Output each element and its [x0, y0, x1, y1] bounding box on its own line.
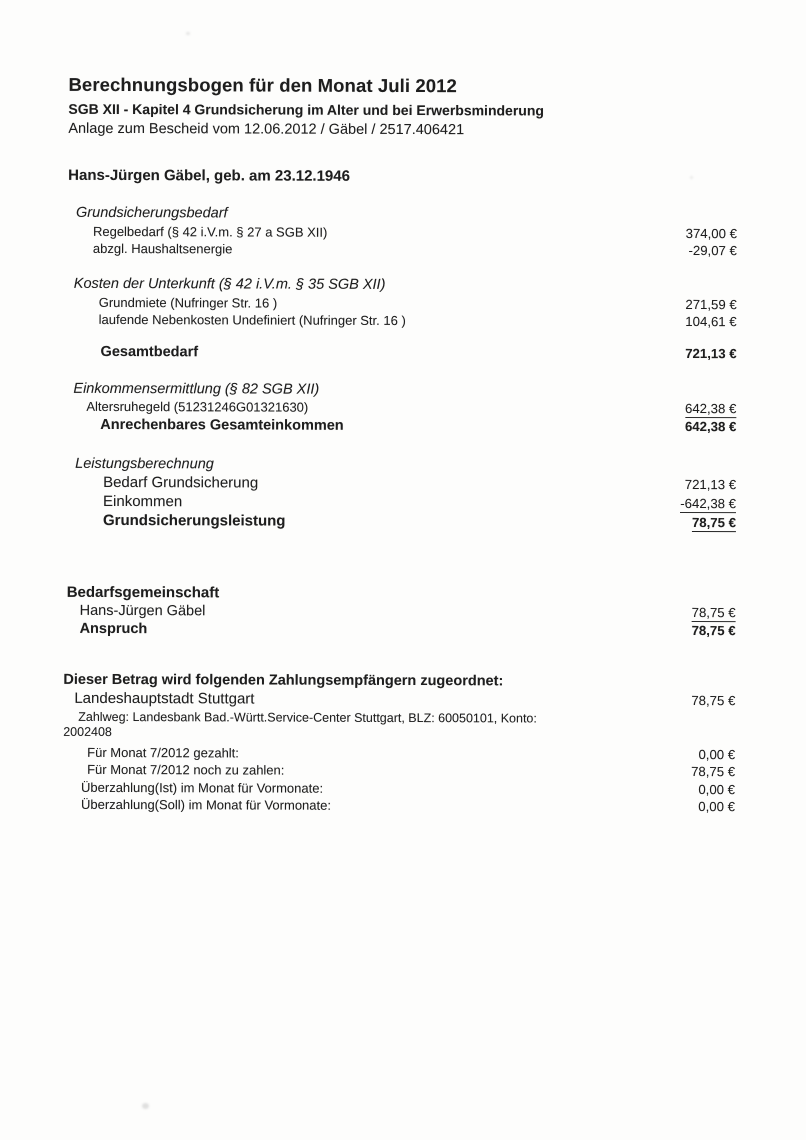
row-altersruhegeld-value: 642,38 € — [684, 400, 737, 417]
row-anspruch — [0, 620, 736, 641]
zahlweg-text-line1: Zahlweg: Landesbank Bad.-Württ.Service-Center Stuttgart, BLZ: 60050101, Konto: — [78, 709, 537, 726]
section-heading-label: Grundsicherungsbedarf — [76, 204, 228, 222]
section-heading-label: Einkommensermittlung (§ 82 SGB XII) — [73, 380, 320, 398]
row-payee — [0, 689, 735, 712]
row-einkommen — [0, 492, 736, 514]
row-bedarf-grundsicherung-value: 721,13 € — [684, 476, 737, 493]
section-heading-label: Dieser Betrag wird folgenden Zahlungsempfängern zugeordnet: — [63, 671, 504, 690]
row-nebenkosten-label: laufende Nebenkosten Undefiniert (Nufringer Str. 16 ) — [98, 311, 406, 329]
row-bedarf-grundsicherung-label: Bedarf Grundsicherung — [103, 473, 259, 492]
calculation-body — [0, 204, 806, 816]
scan-speckle — [690, 176, 693, 179]
row-zahlweg-line2 — [0, 725, 735, 743]
section-heading-bedarfsgemeinschaft — [0, 583, 736, 605]
row-ueberzahlung-soll-value: 0,00 € — [698, 799, 736, 815]
row-anrechenbares-gesamteinkommen — [0, 416, 736, 437]
row-haushaltsenergie-label: abzgl. Haushaltsenergie — [92, 240, 233, 257]
section-heading-kosten-der-unterkunft — [1, 275, 737, 296]
document-title: Berechnungsbogen für den Monat Juli 2012 — [68, 73, 457, 97]
row-monat-noch-zu-zahlen-value: 78,75 € — [691, 764, 736, 780]
row-gesamtbedarf — [1, 343, 737, 364]
row-ueberzahlung-soll — [0, 796, 735, 816]
row-monat-noch-zu-zahlen — [0, 761, 735, 781]
row-einkommen-value: -642,38 € — [680, 495, 737, 512]
document-subtitle: SGB XII - Kapitel 4 Grundsicherung im Alter und bei Erwerbsminderung — [68, 100, 544, 119]
row-gesamtbedarf-label: Gesamtbedarf — [100, 343, 199, 361]
row-grundsicherungsleistung — [0, 511, 736, 533]
row-grundsicherungsleistung-label: Grundsicherungsleistung — [102, 511, 286, 530]
row-anrechenbares-value: 642,38 € — [684, 418, 737, 435]
row-regelbedarf-label: Regelbedarf (§ 42 i.V.m. § 27 a SGB XII) — [92, 223, 328, 240]
section-heading-label: Leistungsberechnung — [75, 455, 214, 473]
row-altersruhegeld-label: Altersruhegeld (51231246G01321630) — [86, 398, 309, 415]
section-heading-label: Bedarfsgemeinschaft — [66, 583, 220, 602]
row-bg-member-value: 78,75 € — [691, 605, 736, 621]
row-ueberzahlung-ist-value: 0,00 € — [698, 782, 736, 798]
row-anrechenbares-label: Anrechenbares Gesamteinkommen — [100, 416, 344, 434]
row-monat-gezahlt-label: Für Monat 7/2012 gezahlt: — [87, 744, 239, 761]
annex-reference-line: Anlage zum Bescheid vom 12.06.2012 / Gäbel / 2517.406421 — [68, 120, 465, 139]
document-header — [68, 0, 806, 140]
row-regelbedarf-value: 374,00 € — [685, 225, 738, 242]
section-heading-label: Kosten der Unterkunft (§ 42 i.V.m. § 35 SGB XII) — [73, 275, 386, 293]
row-monat-gezahlt — [0, 744, 735, 764]
row-grundmiete-label: Grundmiete (Nufringer Str. 16 ) — [98, 294, 278, 311]
row-einkommen-label: Einkommen — [103, 492, 183, 511]
section-heading-grundsicherungsbedarf — [1, 204, 737, 225]
row-monat-noch-zu-zahlen-label: Für Monat 7/2012 noch zu zahlen: — [87, 761, 285, 778]
row-nebenkosten — [1, 311, 737, 331]
row-ueberzahlung-soll-label: Überzahlung(Soll) im Monat für Vormonate: — [80, 796, 332, 813]
row-monat-gezahlt-value: 0,00 € — [698, 747, 736, 763]
row-gesamtbedarf-value: 721,13 € — [685, 345, 737, 362]
row-ueberzahlung-ist — [0, 779, 735, 799]
row-ueberzahlung-ist-label: Überzahlung(Ist) im Monat für Vormonate: — [81, 779, 324, 796]
scan-speckle — [186, 32, 190, 35]
row-anspruch-label: Anspruch — [79, 620, 148, 638]
person-name-line: Hans-Jürgen Gäbel, geb. am 23.12.1946 — [68, 166, 351, 185]
row-haushaltsenergie-value: -29,07 € — [688, 242, 737, 259]
row-payee-label: Landeshauptstadt Stuttgart — [74, 689, 255, 708]
row-haushaltsenergie — [1, 240, 737, 260]
row-grundmiete-value: 271,59 € — [685, 296, 737, 313]
row-bg-member-label: Hans-Jürgen Gäbel — [79, 602, 206, 620]
row-anspruch-value: 78,75 € — [691, 623, 736, 639]
row-bedarf-grundsicherung — [0, 473, 736, 495]
scan-speckle — [142, 1103, 149, 1109]
zahlweg-text-line2: 2002408 — [63, 724, 112, 739]
row-payee-value: 78,75 € — [691, 693, 736, 709]
row-grundsicherungsleistung-value: 78,75 € — [691, 515, 736, 531]
row-nebenkosten-value: 104,61 € — [685, 313, 737, 330]
